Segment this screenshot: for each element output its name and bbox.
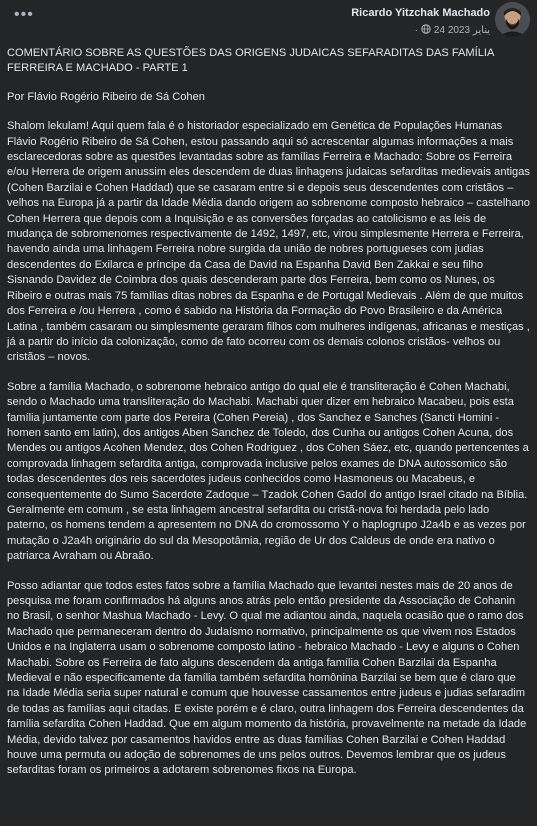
- post-header: [0, 0, 537, 44]
- post-meta: [415, 24, 490, 37]
- post-byline: Por Flávio Rogério Ribeiro de Sá Cohen: [7, 90, 205, 103]
- post-date[interactable]: 24 يناير 2023: [433, 25, 490, 36]
- avatar[interactable]: [495, 2, 530, 37]
- post-paragraph-2: Sobre a família Machado, o sobrenome hebraico antigo do qual ele é transliteração é Cohen Machabi, sendo o Machado uma transliteração do Machabi. Machabi quer dizer em hebraico Macabeu, pois esta família juntamente com parte dos Pereira (Cohen Pereia) , dos Sanchez e Sanches (Sancti Homini - homen santo em latin), dos antigos Aben Sanchez de Toledo, dos Cunha ou antigos Cohen Acuna, dos Mendes ou antigos Acohen Mendez, dos Cohen Rodriguez , dos Cohen Sáez, etc, quando pertencentes a comprovada linhagem sefardita antiga, comprovada inclusive pelos exames de DNA autossomico são todas descendentes dos reis sacerdotes judeus conhecidos como Hasmoneus ou Macabeus, e consequentemente do Sumo Sacerdote Zadoque – Tzadok Cohen Gadol do antigo Israel citado na Bíblia. Geralmente em comum , se esta linhagem ancestral sefardita ou cristã-nova foi herdada pelo lado paterno, os homens tendem a apresentem no DNA do cromossomo Y o haplogrupo J2a4b e as vezes por mutação o J2a4h originário do sul da Mesopotâmia, região de Ur dos Caldeus de onde era nativo o patriarca Avraham ou Abraão.: [7, 380, 529, 563]
- globe-icon: [421, 24, 431, 37]
- post-title: COMENTÁRIO SOBRE AS QUESTÕES DAS ORIGENS JUDAICAS SEFARADITAS DAS FAMÍLIA FERREIRA E MACHADO - PARTE 1: [7, 47, 494, 75]
- post-body: [0, 46, 537, 779]
- post-paragraph-3: Posso adiantar que todos estes fatos sobre a família Machado que levantei nestes mais de 20 anos de pesquisa me foram confirmados há alguns anos atrás pelo então presidente da Associação de Cohanin no Brasil, o senhor Mashua Machado - Levy. O qual me adiantou ainda, naquela ocasião que o ramo dos Machado que permaneceram dentro do Judaísmo normativo, principalmente os que vivem nos Estados Unidos e na Inglaterra usam o sobrenome composto latino - hebraico Machado - Levy e alguns o Cohen Machabi. Sobre os Ferreira de fato alguns descendem da antiga família Cohen Barzilai da Espanha Medieval e não especificamente da família também sefardita homônina Barzilai se bem que é claro que na Idade Média seria super natural e comum que houvesse cassamentos entre judeus e judias sefaradim de todas as famílias aqui citadas. E existe porém e é claro, outra linhagem dos Ferreira descendentes da família sefardita Cohen Haddad. Que em algum momento da história, provavelmente na metade da Idade Média, devido talvez por casamentos havidos entre as duas famílias Cohen Barzilai e Cohen Haddad houve uma permuta ou adoção de sobrenomes de uns pelos outros. Devemos lembrar que os judeus sefarditas foram os primeiros a adotarem sobrenomes fixos na Europa.: [7, 579, 527, 777]
- post-paragraph-1: Shalom lekulam! Aqui quem fala é o historiador especializado em Genética de Populações Humanas Flávio Rogério Ribeiro de Sá Cohen, estou passando aqui só acrescentar algumas informações a mais esclarecedoras sobre as questões levantadas sobre as famílias Ferreira e Machado: Sobre os Ferreira e/ou Herrera de origem anussim eles descendem de duas linhagens judaicas sefarditas medievais antigas (Cohen Barzilai e Cohen Haddad) que se casaram entre si e depois seus descendentes com cristãos – velhos na Europa já a partir da Idade Média dando origem ao sobrenome composto hebraico – castelhano Cohen Herrera que depois com a Inquisição e as conversões forçadas ao catolicismo e as leis de mudança de sobromenomes respectivamente de 1492, 1497, etc, virou simplesmente Herrera e Ferreira, havendo ainda uma linhagem Ferreira nobre surgida da união de nobres portugueses com judias descendentes do Exilarca e príncipe da Casa de David na Espanha David Ben Zakkai e seu filho Sisnando Davidez de Coimbra dos quais descenderam parte dos Ferreira, bem como os Nunes, os Ribeiro e outras mais 75 famílias ditas nobres da Espanha e de Portugal Medievais . Além de que muitos dos Ferreira e /ou Herrera , como é sabido na História da Formação do Povo Brasileiro e da América Latina , também casaram ou simplesmente geraram filhos com mulheres indígenas, africanas e mestiças , já a partir do início da colonização, como de fato ocorreu com os demais colonos cristãos- velhos ou cristãos – novos.: [7, 120, 530, 364]
- author-name[interactable]: Ricardo Yitzchak Machado: [351, 7, 490, 19]
- dot-separator: ·: [414, 25, 418, 36]
- more-options-icon[interactable]: •••: [14, 6, 34, 23]
